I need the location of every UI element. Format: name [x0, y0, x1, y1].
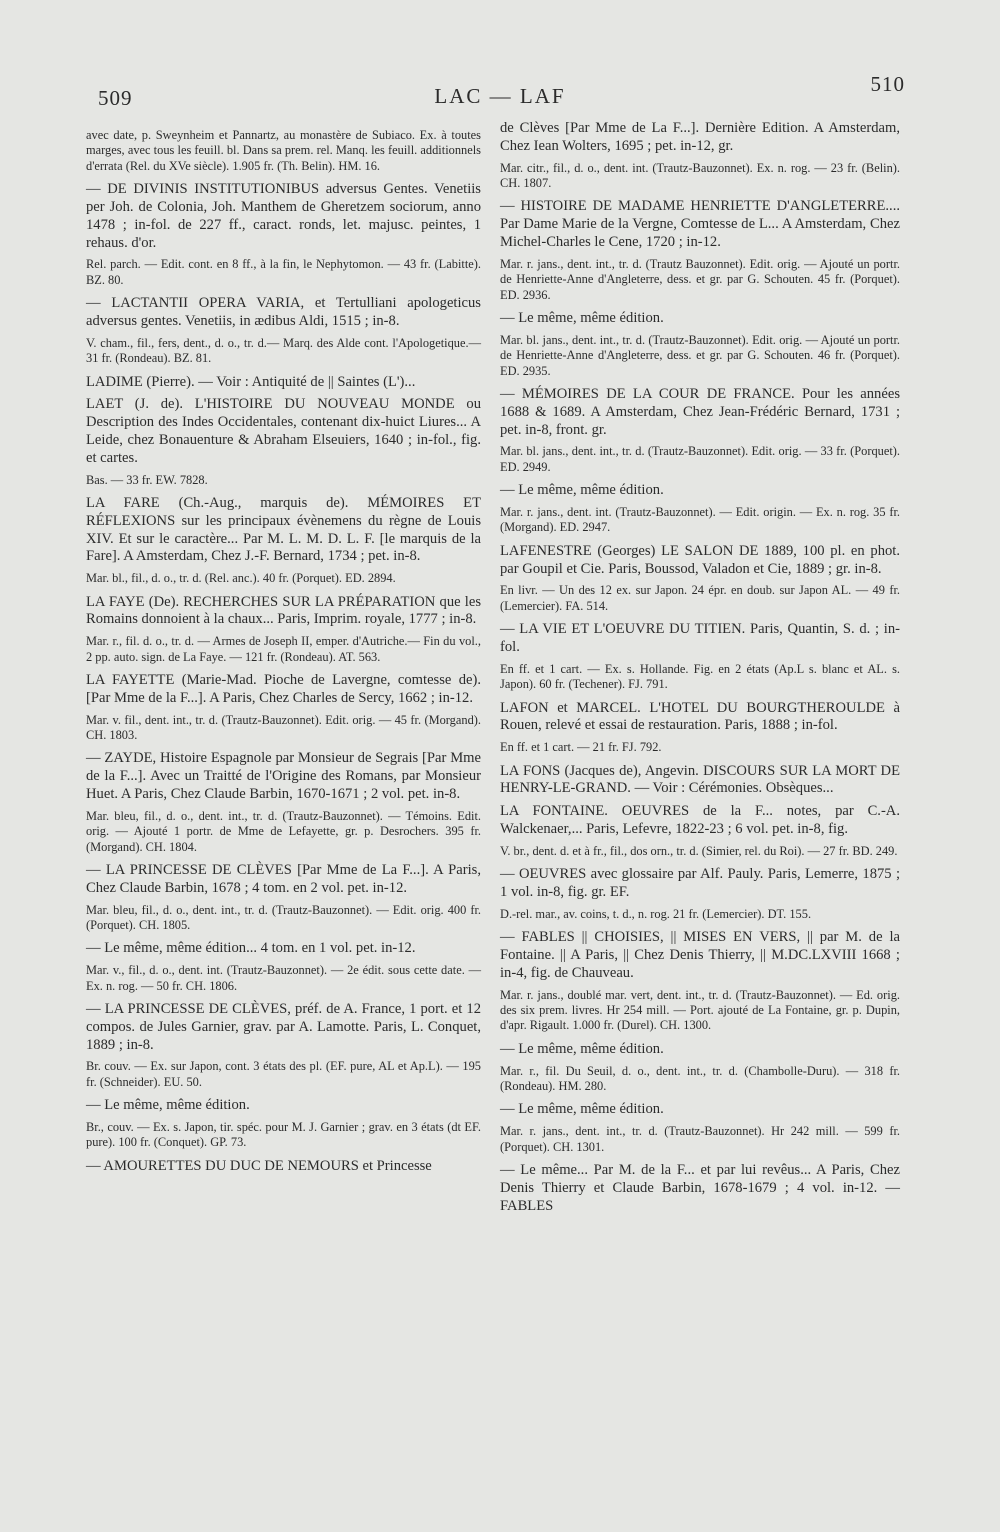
entry-note: En ff. et 1 cart. — 21 fr. FJ. 792. [500, 740, 662, 755]
right-column [500, 120, 900, 1220]
catalogue-entry: — MÉMOIRES DE LA COUR DE FRANCE. Pour les années 1688 & 1689. A Amsterdam, Chez Jean-Frédéric Bernard, 1731 ; pet. in-8, front. gr. [500, 386, 900, 438]
entry-note: En livr. — Un des 12 ex. sur Japon. 24 épr. en doub. sur Japon AL. — 49 fr. (Lemercier). FA. 514. [500, 583, 900, 613]
entry-note: Br. couv. — Ex. sur Japon, cont. 3 états des pl. (EF. pure, AL et Ap.L). — 195 fr. (Schneider). EU. 50. [86, 1059, 481, 1089]
catalogue-entry: LA FAYE (De). RECHERCHES SUR LA PRÉPARATION que les Romains donnoient à la chaux... Paris, Imprim. royale, 1777 ; in-8. [86, 593, 481, 628]
entry-note: Br., couv. — Ex. s. Japon, tir. spéc. pour M. J. Garnier ; grav. en 3 états (dt EF. pure). 100 fr. (Conquet). GP. 73. [86, 1120, 481, 1150]
entry-note: Mar. bl., fil., d. o., tr. d. (Rel. anc.). 40 fr. (Porquet). ED. 2894. [86, 571, 396, 586]
catalogue-entry: — Le même, même édition. [86, 1097, 250, 1114]
entry-note: Mar. r., fil. Du Seuil, d. o., dent. int., tr. d. (Chambolle-Duru). — 318 fr. (Rondeau). HM. 280. [500, 1063, 900, 1094]
entry-note: D.-rel. mar., av. coins, t. d., n. rog. 21 fr. (Lemercier). DT. 155. [500, 906, 812, 921]
entry-note: V. cham., fil., fers, dent., d. o., tr. d.— Marq. des Alde cont. l'Apologetique.— 31 fr. (Rondeau). BZ. 81. [86, 335, 481, 366]
catalogue-entry: LA FAYETTE (Marie-Mad. Pioche de Lavergne, comtesse de). [Par Mme de la F...]. A Paris, Chez Charles de Sercy, 1662 ; in-12. [86, 672, 481, 706]
entry-note: Mar. citr., fil., d. o., dent. int. (Trautz-Bauzonnet). Ex. n. rog. — 23 fr. (Belin). CH. 1807. [500, 160, 900, 190]
entry-note: Mar. v., fil., d. o., dent. int. (Trautz-Bauzonnet). — 2e édit. sous cette date. — Ex. n. rog. — 50 fr. CH. 1806. [86, 963, 481, 993]
catalogue-entry: LA FARE (Ch.-Aug., marquis de). MÉMOIRES ET RÉFLEXIONS sur les principaux évènemens du règne de Louis XIV. Et sur le caractère... Par M. L. M. D. L. F. [le marquis de la Fare]. A Amsterdam, Chez J.-F. Bernard, 1734 ; pet. in-8. [86, 495, 481, 565]
catalogue-entry: — HISTOIRE DE MADAME HENRIETTE D'ANGLETERRE.... Par Dame Marie de la Vergne, Comtesse de L... A Amsterdam, Chez Michel-Charles le Cene, 1720 ; in-12. [500, 198, 900, 250]
entry-note: Mar. r., fil. d. o., tr. d. — Armes de Joseph II, emper. d'Autriche.— Fin du vol., 2 pp. auto. sign. de La Faye. — 121 fr. (Rondeau). AT. 563. [86, 634, 481, 664]
catalogue-entry: — LA VIE ET L'OEUVRE DU TITIEN. Paris, Quantin, S. d. ; in-fol. [500, 621, 900, 656]
catalogue-entry: — Le même, même édition. [500, 1040, 664, 1057]
entry-note: V. br., dent. d. et à fr., fil., dos orn., tr. d. (Simier, rel. du Roi). — 27 fr. BD. 249. [500, 843, 898, 858]
catalogue-entry: — DE DIVINIS INSTITUTIONIBUS adversus Gentes. Venetiis per Joh. de Colonia, Joh. Manthem de Gheretzem sociorum, anno 1478 ; in-fol. de 227 ff., caract. ronds, let. majusc. peintes, 1 rehaus. d'or. [86, 181, 481, 251]
catalogue-entry: — OEUVRES avec glossaire par Alf. Pauly. Paris, Lemerre, 1875 ; 1 vol. in-8, fig. gr. EF. [500, 866, 900, 901]
entry-note: Mar. r. jans., dent. int., tr. d. (Trautz-Bauzonnet). Hr 242 mill. — 599 fr. (Porquet). CH. 1301. [500, 1124, 900, 1154]
entry-note: Mar. bl. jans., dent. int., tr. d. (Trautz-Bauzonnet). Edit. orig. — 33 fr. (Porquet). ED. 2949. [500, 444, 900, 474]
catalogue-entry: — Le même, même édition. [500, 1101, 664, 1118]
catalogue-entry: de Clèves [Par Mme de La F...]. Dernière Edition. A Amsterdam, Chez Iean Wolters, 1695 ; pet. in-12, gr. [500, 120, 900, 154]
catalogue-entry: LADIME (Pierre). — Voir : Antiquité de || Saintes (L')... [86, 373, 416, 390]
catalogue-entry: — LA PRINCESSE DE CLÈVES [Par Mme de La F...]. A Paris, Chez Claude Barbin, 1678 ; 4 tom. en 2 vol. pet. in-12. [86, 862, 481, 896]
page-number-left: 509 [98, 86, 133, 110]
catalogue-entry: — Le même, même édition. [500, 482, 664, 499]
catalogue-entry: — ZAYDE, Histoire Espagnole par Monsieur de Segrais [Par Mme de la F...]. Avec un Traitté de l'Origine des Romans, par Monsieur Huet. A Paris, Chez Claude Barbin, 1670-1671 ; 2 vol. pet. in-8. [86, 750, 481, 803]
catalogue-entry: — LACTANTII OPERA VARIA, et Tertulliani apologeticus adversus gentes. Venetiis, in ædibus Aldi, 1515 ; in-8. [86, 295, 481, 330]
entry-note: Bas. — 33 fr. EW. 7828. [86, 472, 208, 487]
page-number-right: 510 [870, 72, 905, 96]
entry-note: Mar. v. fil., dent. int., tr. d. (Trautz-Bauzonnet). Edit. orig. — 45 fr. (Morgand). CH. 1803. [86, 712, 481, 743]
catalogue-entry: LAET (J. de). L'HISTOIRE DU NOUVEAU MONDE ou Description des Indes Occidentales, contenant dix-huict Liures... A Leide, chez Bonauenture & Abraham Elseuiers, 1640 ; in-fol., fig. et cartes. [86, 396, 481, 466]
left-column [86, 128, 481, 1181]
catalogue-entry: LAFON et MARCEL. L'HOTEL DU BOURGTHEROULDE à Rouen, relevé et essai de restauration. Paris, 1888 ; in-fol. [500, 699, 900, 734]
catalogue-entry: — Le même, même édition... 4 tom. en 1 vol. pet. in-12. [86, 940, 416, 957]
catalogue-entry: — FABLES || CHOISIES, || MISES EN VERS, || par M. de la Fontaine. || A Paris, || Chez Denis Thierry, || M.DC.LXVIII 1668 ; in-4, fig. de Chauveau. [500, 929, 900, 981]
catalogue-entry: LA FONS (Jacques de), Angevin. DISCOURS SUR LA MORT DE HENRY-LE-GRAND. — Voir : Cérémonies. Obsèques... [500, 762, 900, 797]
entry-note: Mar. r. jans., dent. int. (Trautz-Bauzonnet). — Edit. origin. — Ex. n. rog. 35 fr. (Morgand). ED. 2947. [500, 505, 900, 535]
catalogue-entry: LAFENESTRE (Georges) LE SALON DE 1889, 100 pl. en phot. par Goupil et Cie. Paris, Boussod, Valadon et Cie, 1889 ; gr. in-8. [500, 542, 900, 577]
catalogue-entry: — LA PRINCESSE DE CLÈVES, préf. de A. France, 1 port. et 12 compos. de Jules Garnier, grav. par A. Lamotte. Paris, L. Conquet, 1889 ; in-8. [86, 1001, 481, 1053]
entry-note: Mar. bl. jans., dent. int., tr. d. (Trautz-Bauzonnet). Edit. orig. — Ajouté un portr. de Henriette-Anne d'Angleterre, dess. et gr. par G. Schouten. 46 fr. (Porquet). ED. 2935. [500, 332, 900, 378]
entry-note: Rel. parch. — Edit. cont. en 8 ff., à la fin, le Nephytomon. — 43 fr. (Labitte). BZ. 80. [86, 257, 481, 287]
catalogue-entry: — AMOURETTES DU DUC DE NEMOURS et Princesse [86, 1157, 432, 1174]
entry-note: Mar. bleu, fil., d. o., dent. int., tr. d. (Trautz-Bauzonnet). — Témoins. Edit. orig. — Ajouté 1 portr. de Mme de Lefayette, gr. p. Desrochers. 395 fr. (Morgand). CH. 1804. [86, 808, 481, 854]
entry-note: Mar. r. jans., dent. int., tr. d. (Trautz Bauzonnet). Edit. orig. — Ajouté un portr. de Henriette-Anne d'Angleterre, dess. et gr. par G. Schouten. 45 fr. (Porquet). ED. 2936. [500, 256, 900, 302]
entry-note: Mar. r. jans., doublé mar. vert, dent. int., tr. d. (Trautz-Bauzonnet). — Ed. orig. des six prem. livres. Hr 254 mill. — Port. ajouté de La Fontaine, gr. p. Dupin, d'apr. Rigault. 1.000 fr. (Durel). CH. 1300. [500, 987, 900, 1033]
entry-note: En ff. et 1 cart. — Ex. s. Hollande. Fig. en 2 états (Ap.L s. blanc et AL. s. Japon). 60 fr. (Techener). FJ. 791. [500, 661, 900, 692]
running-head: LAC — LAF [434, 84, 566, 108]
entry-note: Mar. bleu, fil., d. o., dent. int., tr. d. (Trautz-Bauzonnet). — Edit. orig. 400 fr. (Porquet). CH. 1805. [86, 902, 481, 933]
catalogue-entry: — Le même, même édition. [500, 310, 664, 327]
entry-note: avec date, p. Sweynheim et Pannartz, au monastère de Subiaco. Ex. à toutes marges, avec tous les feuill. bl. Dans sa prem. rel. Manq. les feuill. additionnels d'errata (Rel. du XVe siècle). 1.905 fr. (Th. Belin). HM. 16. [86, 128, 481, 173]
catalogue-entry: — Le même... Par M. de la F... et par lui revêus... A Paris, Chez Denis Thierry et Claude Barbin, 1678-1679 ; 4 vol. in-12. — FABLES [500, 1162, 900, 1214]
catalogue-entry: LA FONTAINE. OEUVRES de la F... notes, par C.-A. Walckenaer,... Paris, Lefevre, 1822-23 ; 6 vol. pet. in-8, fig. [500, 803, 900, 838]
